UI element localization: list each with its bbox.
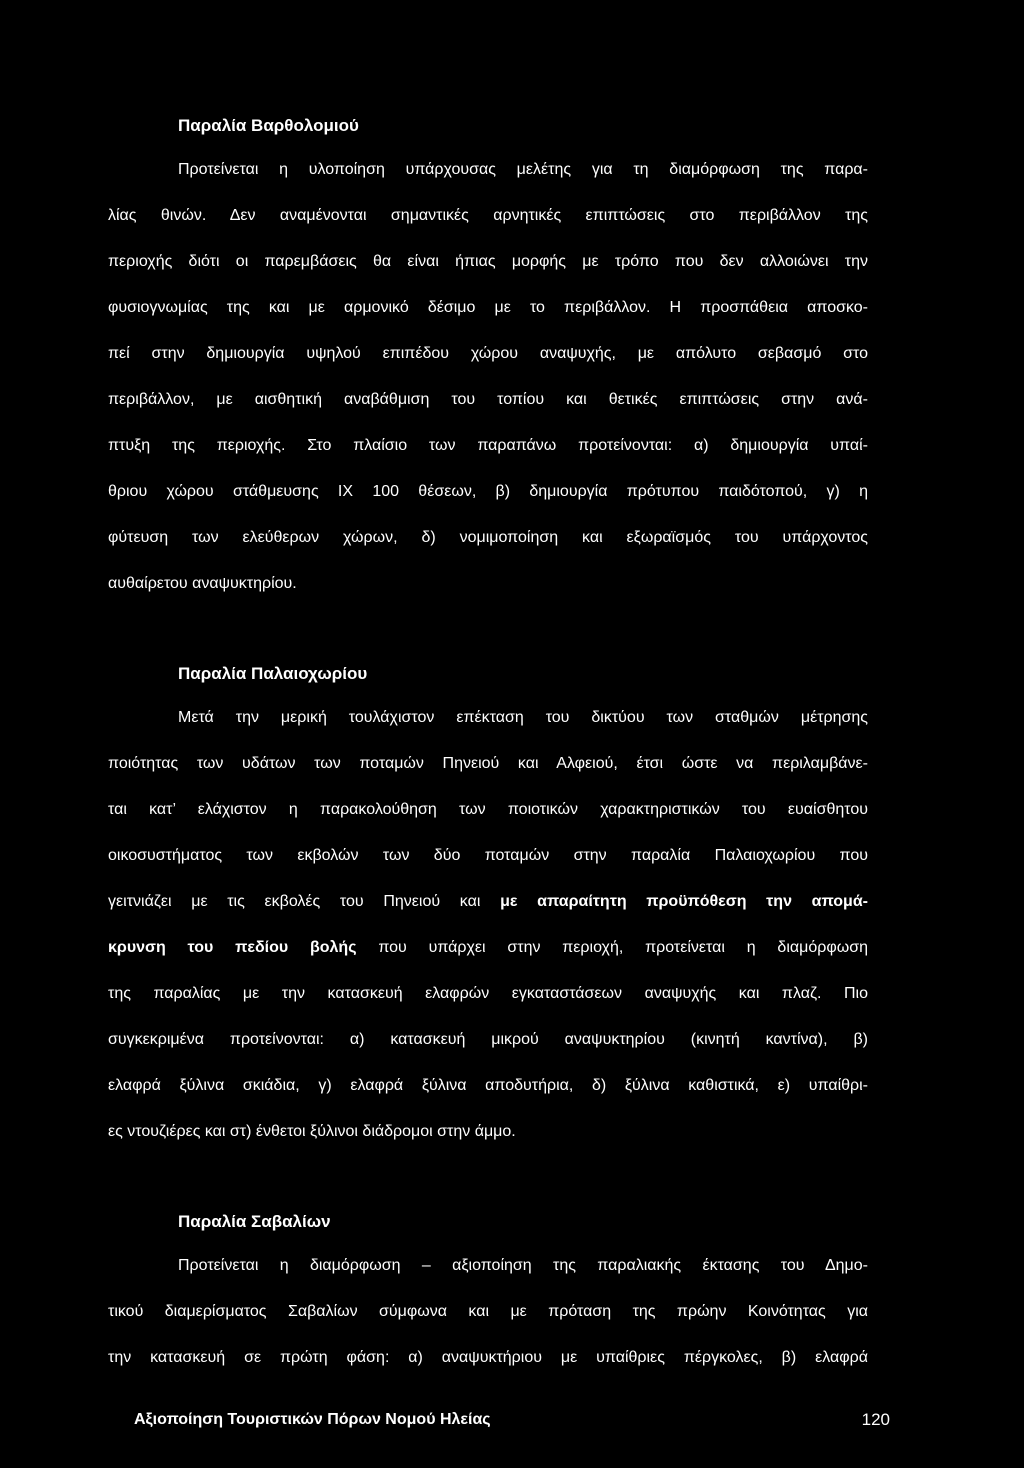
paragraph-line: περιβάλλον, με αισθητική αναβάθμιση του τοπίου και θετικές επιπτώσεις στην ανά- (108, 391, 868, 408)
section-heading: Παραλία Παλαιοχωρίου (178, 664, 368, 683)
paragraph-line: Προτείνεται η υλοποίηση υπάρχουσας μελέτης για τη διαμόρφωση της παρα- (178, 161, 868, 178)
paragraph-line: της παραλίας με την κατασκευή ελαφρών εγκαταστάσεων αναψυχής και πλαζ. Πιο (108, 985, 868, 1002)
paragraph-line: την κατασκευή σε πρώτη φάση: α) αναψυκτήριου με υπαίθριες πέργκολες, β) ελαφρά (108, 1349, 868, 1366)
page-number: 120 (861, 1410, 890, 1429)
paragraph-line: λίας θινών. Δεν αναμένονται σημαντικές αρνητικές επιπτώσεις στο περιβάλλον της (108, 207, 868, 224)
paragraph-line: τικού διαμερίσματος Σαβαλίων σύμφωνα και με πρόταση της πρώην Κοινότητας για (108, 1303, 868, 1320)
paragraph-line: συγκεκριμένα προτείνονται: α) κατασκευή μικρού αναψυκτηρίου (κινητή καντίνα), β) (108, 1031, 868, 1048)
emphasis-text: κρυνση του πεδίου βολής (108, 939, 357, 956)
paragraph-line: ες ντουζιέρες και στ) ένθετοι ξύλινοι διάδρομοι στην άμμο. (108, 1123, 516, 1140)
paragraph-text: γειτνιάζει με τις εκβολές του Πηνειού και (108, 893, 501, 910)
paragraph-line-mixed (108, 938, 868, 958)
paragraph-line: περιοχής διότι οι παρεμβάσεις θα είναι ήπιας μορφής με τρόπο που δεν αλλοιώνει την (108, 253, 868, 270)
paragraph-line: Μετά την μερική τουλάχιστον επέκταση του δικτύου των σταθμών μέτρησης (178, 709, 868, 726)
section-heading: Παραλία Βαρθολομιού (178, 116, 359, 135)
paragraph-line: θριου χώρου στάθμευσης ΙΧ 100 θέσεων, β) δημιουργία πρότυπου παιδότοπού, γ) η (108, 483, 868, 500)
section-heading: Παραλία Σαβαλίων (178, 1212, 331, 1231)
paragraph-line: ελαφρά ξύλινα σκιάδια, γ) ελαφρά ξύλινα αποδυτήρια, δ) ξύλινα καθιστικά, ε) υπαίθρι- (108, 1077, 868, 1094)
paragraph-line-mixed (108, 892, 868, 912)
emphasis-text: με απαραίτητη προϋπόθεση την απομά- (500, 893, 869, 910)
paragraph-line: πτυξη της περιοχής. Στο πλαίσιο των παραπάνω προτείνονται: α) δημιουργία υπαί- (108, 437, 868, 454)
paragraph-line: φύτευση των ελεύθερων χώρων, δ) νομιμοποίηση και εξωραϊσμός του υπάρχοντος (108, 529, 868, 546)
paragraph-line: φυσιογνωμίας της και με αρμονικό δέσιμο με το περιβάλλον. Η προσπάθεια αποσκο- (108, 299, 868, 316)
paragraph-line: αυθαίρετου αναψυκτηρίου. (108, 575, 297, 592)
paragraph-line: οικοσυστήματος των εκβολών των δύο ποταμών στην παραλία Παλαιοχωρίου που (108, 847, 868, 864)
paragraph-line: ποιότητας των υδάτων των ποταμών Πηνειού και Αλφειού, έτσι ώστε να περιλαμβάνε- (108, 755, 868, 772)
paragraph-text: που υπάρχει στην περιοχή, προτείνεται η διαμόρφωση (356, 939, 869, 956)
footer-title: Αξιοποίηση Τουριστικών Πόρων Νομού Ηλείας (134, 1411, 491, 1428)
paragraph-line: ται κατ’ ελάχιστον η παρακολούθηση των ποιοτικών χαρακτηριστικών του ευαίσθητου (108, 801, 868, 818)
paragraph-line: Προτείνεται η διαμόρφωση – αξιοποίηση της παραλιακής έκτασης του Δημο- (178, 1257, 868, 1274)
paragraph-line: πεί στην δημιουργία υψηλού επιπέδου χώρου αναψυχής, με απόλυτο σεβασμό στο (108, 345, 868, 362)
